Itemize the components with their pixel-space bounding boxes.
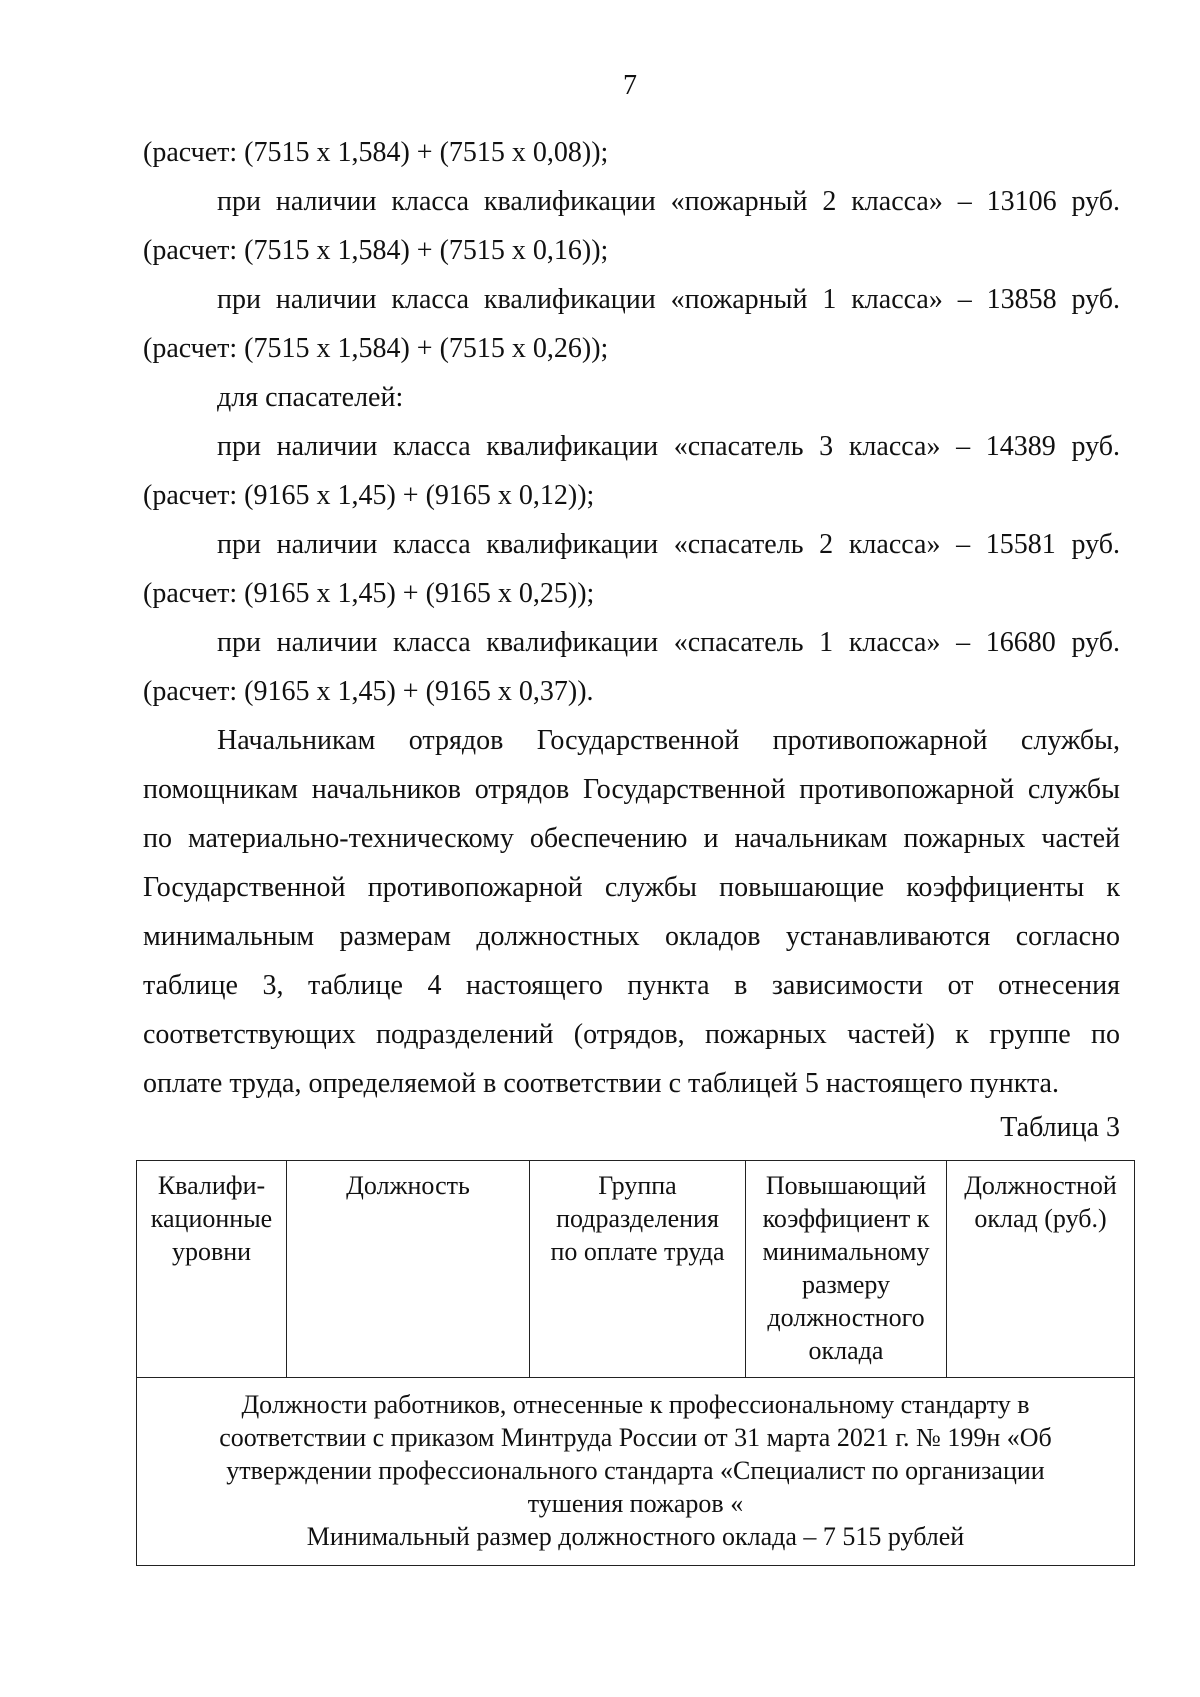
- text-line: при наличии класса квалификации «пожарный 1 класса» – 13858 руб.: [217, 284, 1120, 315]
- header-position: [287, 1161, 530, 1378]
- text-line: (расчет: (7515 х 1,584) + (7515 х 0,08));: [143, 137, 609, 168]
- text-line: при наличии класса квалификации «спасатель 1 класса» – 16680 руб.: [217, 627, 1120, 658]
- text-line: при наличии класса квалификации «спасатель 3 класса» – 14389 руб.: [217, 431, 1120, 462]
- text-line: по материально-техническому обеспечению и начальникам пожарных частей: [143, 823, 1120, 854]
- text-line: Государственной противопожарной службы повышающие коэффициенты к: [143, 872, 1120, 903]
- page-number: 7: [623, 70, 637, 101]
- header-line: по оплате труда: [550, 1237, 725, 1266]
- header-line: Повышающий: [765, 1171, 927, 1200]
- header-line: Должность: [346, 1171, 470, 1200]
- text-line: соответствующих подразделений (отрядов, пожарных частей) к группе по: [143, 1019, 1120, 1050]
- text-line: (расчет: (9165 х 1,45) + (9165 х 0,12));: [143, 480, 595, 511]
- body-text: [143, 128, 1120, 1108]
- header-line: уровни: [171, 1237, 252, 1266]
- merged-line: тушения пожаров «: [527, 1489, 744, 1518]
- text-line: (расчет: (7515 х 1,584) + (7515 х 0,16));: [143, 235, 609, 266]
- table-caption: Таблица 3: [1000, 1112, 1120, 1143]
- header-qualification-levels: [137, 1161, 287, 1378]
- header-line: Квалифи-: [157, 1171, 266, 1200]
- text-line: при наличии класса квалификации «спасатель 2 класса» – 15581 руб.: [217, 529, 1120, 560]
- text-line: при наличии класса квалификации «пожарный 2 класса» – 13106 руб.: [217, 186, 1120, 217]
- header-line: должностного: [767, 1303, 925, 1332]
- header-salary: [947, 1161, 1135, 1378]
- text-line: помощникам начальников отрядов Государственной противопожарной службы: [143, 774, 1120, 805]
- header-coefficient: [746, 1161, 947, 1378]
- header-line: подразделения: [556, 1204, 719, 1233]
- merged-line: Минимальный размер должностного оклада – 7 515 рублей: [306, 1522, 965, 1551]
- header-line: оклад (руб.): [974, 1204, 1107, 1233]
- text-line: (расчет: (7515 х 1,584) + (7515 х 0,26));: [143, 333, 609, 364]
- merged-line: соответствии с приказом Минтруда России от 31 марта 2021 г. № 199н «Об: [219, 1423, 1052, 1452]
- merged-line: утверждении профессионального стандарта «Специалист по организации: [226, 1456, 1045, 1485]
- text-line: минимальным размерам должностных окладов устанавливаются согласно: [143, 921, 1120, 952]
- header-line: минимальному: [762, 1237, 930, 1266]
- header-pay-group: [530, 1161, 746, 1378]
- text-line: (расчет: (9165 х 1,45) + (9165 х 0,25));: [143, 578, 595, 609]
- text-line: (расчет: (9165 х 1,45) + (9165 х 0,37)).: [143, 676, 594, 707]
- table-row: [137, 1378, 1135, 1566]
- header-line: размеру: [801, 1270, 891, 1299]
- header-line: Должностной: [964, 1171, 1117, 1200]
- header-line: Группа: [598, 1171, 677, 1200]
- text-line: Начальникам отрядов Государственной противопожарной службы,: [217, 725, 1120, 756]
- header-line: коэффициент к: [762, 1204, 930, 1233]
- text-line: для спасателей:: [217, 382, 404, 413]
- merged-line: Должности работников, отнесенные к профессиональному стандарту в: [241, 1390, 1030, 1419]
- professional-standard-row: [137, 1378, 1135, 1566]
- header-line: кационные: [150, 1204, 273, 1233]
- header-line: оклада: [808, 1336, 884, 1365]
- text-line: оплате труда, определяемой в соответствии с таблицей 5 настоящего пункта.: [143, 1068, 1059, 1099]
- table-header-row: [137, 1161, 1135, 1378]
- text-line: таблице 3, таблице 4 настоящего пункта в зависимости от отнесения: [143, 970, 1120, 1001]
- salary-table: [136, 1160, 1135, 1566]
